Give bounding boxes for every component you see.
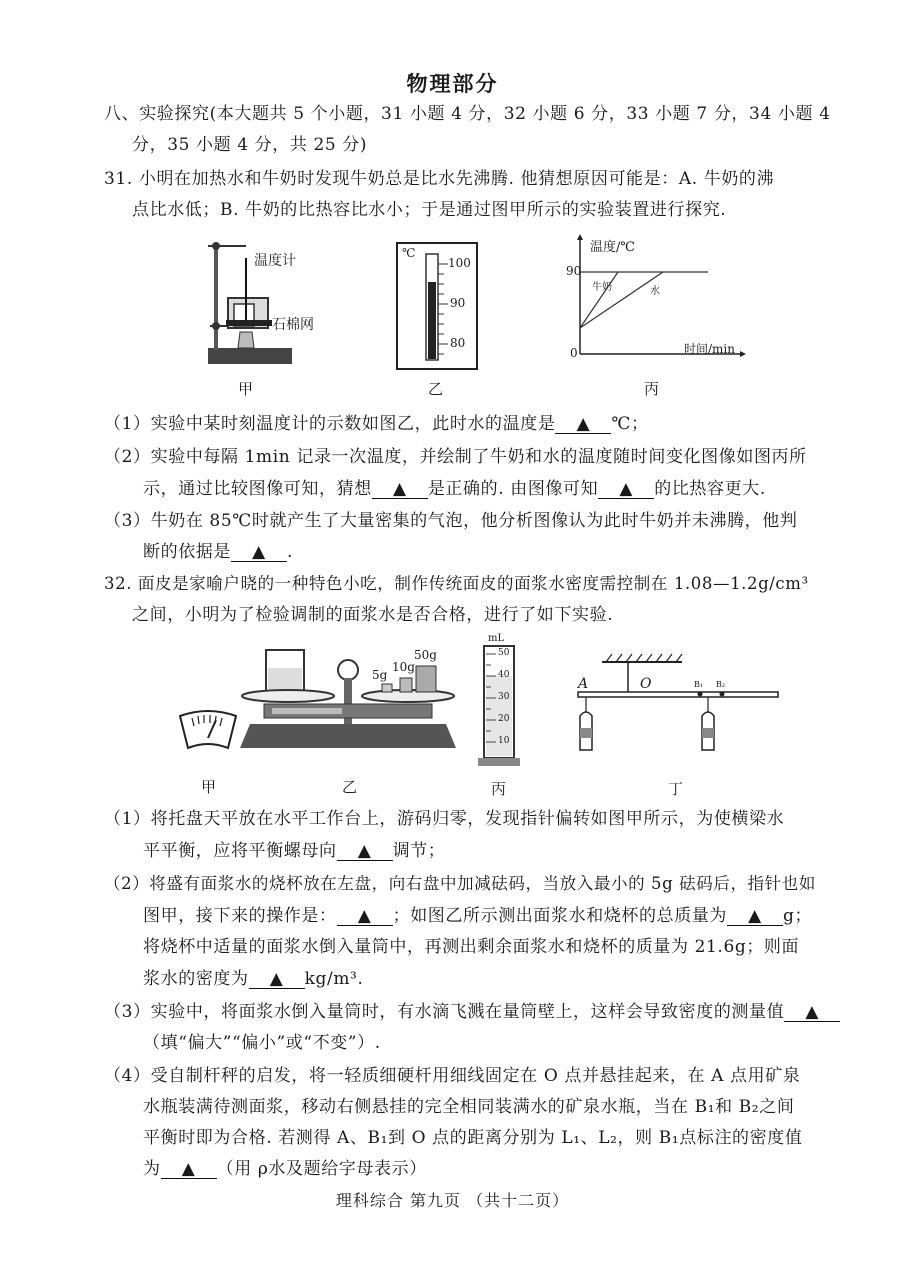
page-title: 物理部分	[406, 71, 499, 96]
lever-label-b2: B₂	[716, 680, 726, 689]
graph-origin: 0	[570, 346, 578, 360]
q31-figure-thermometer	[396, 242, 478, 370]
graph-water-label: 水	[650, 286, 660, 297]
q32-p2-text-f: 浆水的密度为	[143, 969, 249, 989]
weight-50g-label: 50g	[414, 648, 437, 662]
lever-label-b1: B₁	[694, 680, 704, 689]
answer-blank[interactable]: ▲	[372, 480, 428, 499]
q32-part2-line1: （2）将盛有面浆水的烧杯放在左盘，向右盘中加减砝码，当放入最小的 5g 砝码后，指针也如	[104, 874, 816, 893]
thermometer-unit: ℃	[402, 246, 416, 260]
q32-caption-jia: 甲	[201, 778, 217, 796]
section-header-line2: 分，35 小题 4 分，共 25 分)	[132, 135, 368, 155]
q32-part4-line1: （4）受自制杆秤的启发，将一轻质细硬杆用细线固定在 O 点并悬挂起来，在 A 点用矿泉	[104, 1066, 801, 1086]
q31-part2-line1: （2）实验中每隔 1min 记录一次温度，并绘制了牛奶和水的温度随时间变化图像如图丙所	[104, 447, 807, 467]
q32-part3-line1	[104, 1001, 840, 1023]
graph-ylabel: 温度/℃	[590, 240, 635, 255]
asbestos-gauze-label: 石棉网	[272, 317, 314, 333]
page-footer: 理科综合 第九页 （共十二页）	[335, 1191, 570, 1210]
cylinder-unit: mL	[488, 633, 505, 644]
q32-p2-text-g: kg/m³.	[304, 969, 364, 989]
q32-caption-ding: 丁	[668, 780, 684, 798]
thermometer-tick-80: 80	[450, 336, 466, 350]
q31-intro-line2: 点比水低；B. 牛奶的比热容比水小；于是通过图甲所示的实验装置进行探究.	[132, 200, 727, 220]
q32-intro-line1: 32. 面皮是家喻户晓的一种特色小吃，制作传统面皮的面浆水密度需控制在 1.08—1.2g/cm³	[104, 574, 809, 593]
q31-caption-yi: 乙	[428, 380, 444, 398]
answer-blank[interactable]: ▲	[249, 970, 305, 989]
weight-10g-label: 10g	[392, 660, 415, 674]
lever-label-o: O	[640, 676, 652, 692]
q32-part1-line1: （1）将托盘天平放在水平工作台上，游码归零，发现指针偏转如图甲所示，为使横梁水	[104, 809, 785, 829]
q32-part3-line2: （填“偏大”“偏小”或“不变”）.	[143, 1033, 381, 1053]
q32-p4-text-e: （用 ρ水及题给字母表示）	[216, 1159, 427, 1179]
answer-blank[interactable]: ▲	[784, 1003, 840, 1022]
q32-intro-line2: 之间，小明为了检验调制的面浆水是否合格，进行了如下实验.	[132, 605, 614, 625]
q32-part2-line2	[143, 905, 812, 927]
graph-xlabel: 时间/min	[684, 342, 735, 356]
answer-blank[interactable]: ▲	[337, 842, 393, 861]
cylinder-tick-30: 30	[498, 692, 510, 702]
q31-p2-text-b: 示，通过比较图像可知，猜想	[143, 479, 372, 499]
answer-blank[interactable]: ▲	[727, 907, 783, 926]
q31-p3-text-b: 断的依据是	[143, 542, 231, 562]
q32-part1-line2	[143, 840, 445, 862]
q32-p1-text-b: 平平衡，应将平衡螺母向	[143, 841, 337, 861]
q32-p2-text-d: g；	[783, 906, 813, 926]
q31-part1	[104, 413, 649, 435]
q32-part2-line4	[143, 968, 363, 990]
q32-caption-yi: 乙	[342, 778, 358, 796]
q32-part2-line3: 将烧杯中适量的面浆水倒入量筒中，再测出剩余面浆水和烧杯的质量为 21.6g；则面	[143, 937, 800, 957]
q32-p2-text-c: ；如图乙所示测出面浆水和烧杯的总质量为	[392, 906, 728, 926]
q32-part4-line2: 水瓶装满待测面浆，移动右侧悬挂的完全相同装满水的矿泉水瓶，当在 B₁和 B₂之间	[143, 1097, 795, 1117]
q31-part3-line1: （3）牛奶在 85℃时就产生了大量密集的气泡，他分析图像认为此时牛奶并未沸腾，他判	[104, 511, 798, 531]
q31-p1-text: （1）实验中某时刻温度计的示数如图乙，此时水的温度是	[104, 414, 556, 434]
q32-caption-bing: 丙	[491, 780, 507, 798]
lever-label-a: A	[578, 676, 589, 692]
thermometer-label: 温度计	[254, 253, 296, 269]
q31-part2-line2	[143, 478, 766, 500]
cylinder-tick-10: 10	[498, 736, 510, 746]
answer-blank[interactable]: ▲	[555, 415, 611, 434]
q32-figure-pointer-dial	[176, 708, 240, 752]
q31-caption-bing: 丙	[644, 380, 660, 398]
q32-p2-text-b: 图甲，接下来的操作是：	[143, 906, 337, 926]
q31-p2-text-d: 的比热容更大.	[654, 479, 766, 499]
thermometer-tick-90: 90	[450, 296, 466, 310]
weight-5g-label: 5g	[372, 668, 388, 682]
answer-blank[interactable]: ▲	[161, 1160, 217, 1179]
answer-blank[interactable]: ▲	[337, 907, 393, 926]
q32-part4-line3: 平衡时即为合格. 若测得 A、B₁到 O 点的距离分别为 L₁、L₂，则 B₁点标注的密度值	[143, 1128, 803, 1148]
q31-part3-line2	[143, 541, 293, 563]
q31-p2-text-c: 是正确的. 由图像可知	[427, 479, 599, 499]
graph-y90: 90	[566, 264, 582, 278]
q32-figure-measuring-cylinder	[474, 633, 526, 768]
q31-p3-text-c: .	[287, 542, 294, 562]
q32-part4-line4	[143, 1158, 427, 1180]
section-header-line1: 八、实验探究(本大题共 5 个小题，31 小题 4 分，32 小题 6 分，33 小题 7 分，34 小题 4	[104, 104, 831, 124]
q32-p4-text-d: 为	[143, 1159, 161, 1179]
q32-figure-lever	[572, 650, 782, 762]
answer-blank[interactable]: ▲	[598, 480, 654, 499]
answer-blank[interactable]: ▲	[231, 543, 287, 562]
q32-p1-text-c: 调节；	[392, 841, 446, 861]
cylinder-tick-40: 40	[498, 670, 510, 680]
q32-p3-text-a: （3）实验中，将面浆水倒入量筒时，有水滴飞溅在量筒壁上，这样会导致密度的测量值	[104, 1002, 785, 1022]
graph-milk-label: 牛奶	[592, 282, 612, 293]
q31-intro-line1: 31. 小明在加热水和牛奶时发现牛奶总是比水先沸腾. 他猜想原因可能是：A. 牛奶的沸	[104, 169, 775, 189]
thermometer-tick-100: 100	[448, 256, 471, 270]
q31-p1-unit: ℃；	[611, 414, 649, 434]
cylinder-tick-20: 20	[498, 714, 510, 724]
q31-caption-jia: 甲	[238, 380, 254, 398]
cylinder-tick-50: 50	[498, 648, 510, 658]
